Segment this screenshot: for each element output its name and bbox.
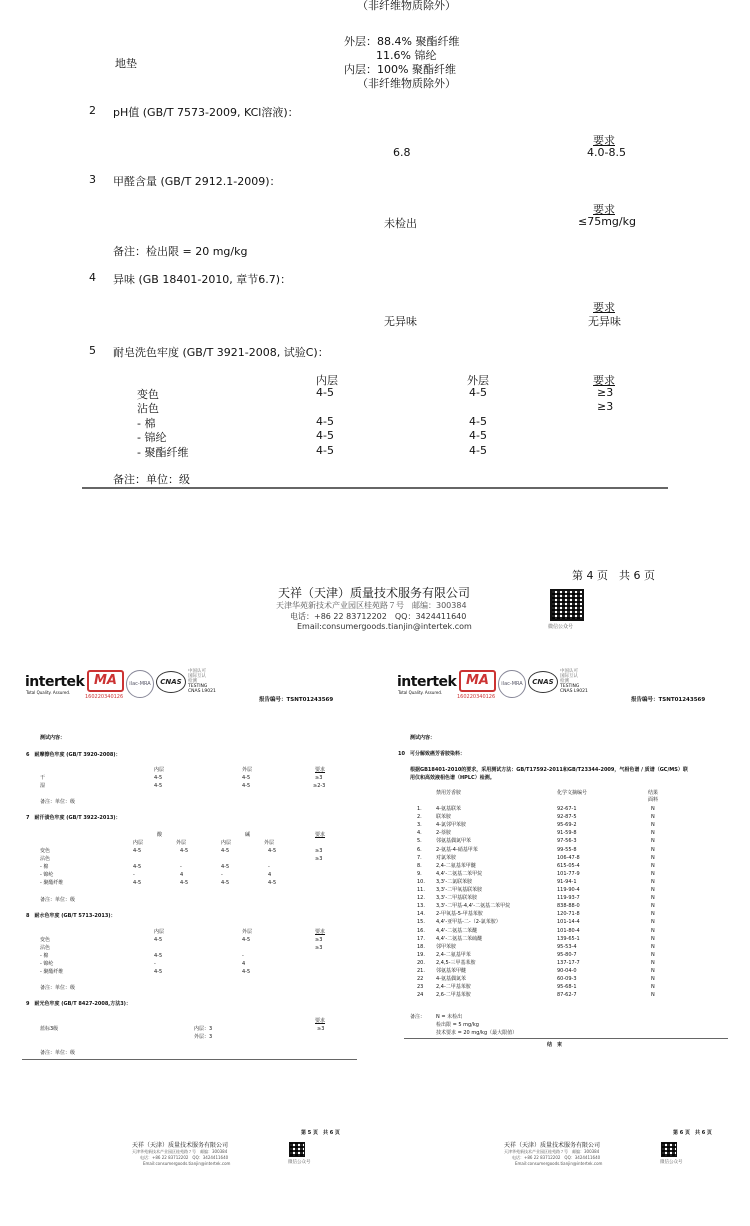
table-cell: 4-5 <box>242 783 251 789</box>
table-cell: 90-04-0 <box>557 968 577 974</box>
table-row-index: 3. <box>417 822 422 829</box>
table-row-label: - 锦纶 <box>40 872 54 878</box>
note-line-3: 技术要求 = 20 mg/kg（最大限值） <box>436 1030 518 1036</box>
s6-col-inner: 内层 <box>154 767 165 773</box>
section-3-note: 备注：检出限 = 20 mg/kg <box>113 245 248 258</box>
cnas-text-1: 中国认可 <box>188 669 206 674</box>
table-row-index: 17. <box>417 935 425 942</box>
table-cell: 4-5 <box>316 386 334 399</box>
company-tel: 电话：+86 22 83712202 QQ：3424411640 <box>290 612 467 621</box>
table-row-index: 16. <box>417 927 425 934</box>
section-2-req: 4.0-8.5 <box>587 146 626 159</box>
table-cell: 4-5 <box>133 880 142 886</box>
s7-acid: 酸 <box>157 832 163 838</box>
table-cell: 邻氨基苯甲醚 <box>436 968 467 974</box>
cnas-text-4: TESTING <box>188 684 208 689</box>
divider <box>22 1059 357 1060</box>
table-cell: 4-5 <box>154 953 163 959</box>
table-cell: 3,3'-二甲基-4,4'-二氨基二苯甲烷 <box>436 903 511 910</box>
table-cell: N <box>651 976 655 983</box>
table-cell: 4-氯邻甲苯胺 <box>436 822 466 829</box>
note-label: 备注： <box>410 1014 426 1020</box>
table-row-index: 13. <box>417 903 425 910</box>
table-row-index: 2. <box>417 814 422 821</box>
end-marker: 结 束 <box>547 1042 563 1048</box>
ilac-mra-logo: ilac-MRA <box>126 670 154 698</box>
col-cas: 化学文摘编号 <box>557 790 588 796</box>
table-cell: 4-5 <box>242 937 251 943</box>
table-row-label: 变色 <box>137 388 159 401</box>
section-2-req-head: 要求 <box>593 134 615 147</box>
section-3-value: 未检出 <box>384 217 417 230</box>
table-cell: N <box>651 903 655 910</box>
table-cell: ≥3 <box>597 400 614 413</box>
table-row-label: - 聚酯纤维 <box>40 969 64 975</box>
table-row-index: 8. <box>417 862 422 869</box>
table-cell: N <box>651 968 655 974</box>
section-3-req-head: 要求 <box>593 203 615 216</box>
table-cell: 120-71-8 <box>557 911 580 918</box>
table-cell: 2,4-二甲基苯胺 <box>436 984 471 991</box>
table-cell: 4-5 <box>316 429 334 442</box>
table-cell: N <box>651 919 655 926</box>
table-cell: 4-5 <box>154 775 163 781</box>
outer-layer-line: 外层：88.4% 聚酯纤维 <box>344 35 460 48</box>
table-cell: 4-5 <box>180 848 189 854</box>
table-cell: ≥2-3 <box>313 783 326 789</box>
table-row-index: 7. <box>417 854 422 861</box>
tagline: Total Quality. Assured. <box>26 690 71 695</box>
table-cell: 95-80-7 <box>557 951 577 958</box>
cnas-text-1: 中国认可 <box>560 669 578 674</box>
page-number: 第 5 页 共 6 页 <box>301 1130 340 1136</box>
table-row-label: - 棉 <box>137 417 156 430</box>
table-cell: 97-56-3 <box>557 838 577 845</box>
section-4-title: 异味 (GB 18401-2010, 章节6.7)： <box>113 273 292 286</box>
table-row-label: 沾色 <box>137 402 159 415</box>
qr-caption: 微信公众号 <box>288 1160 311 1165</box>
table-row-index: 22 <box>417 976 424 983</box>
ma-logo: MA <box>459 670 496 692</box>
table-cell: 60-09-3 <box>557 976 577 983</box>
table-row-label: 变色 <box>40 848 51 854</box>
company-tel: 电话：+86 22 83712202 QQ：3424411640 <box>512 1155 601 1160</box>
qr-code-icon <box>289 1142 305 1157</box>
table-cell: 3,3'-二甲基联苯胺 <box>436 895 478 902</box>
section-5-col-outer: 外层 <box>467 374 489 387</box>
table-cell: - <box>154 961 156 967</box>
table-cell: 139-65-1 <box>557 935 580 942</box>
table-cell: 4 <box>242 961 246 967</box>
section-8-title: 8 耐水色牢度 (GB/T 5713-2013)： <box>26 913 116 919</box>
s8-col-req: 要求 <box>315 929 326 935</box>
qr-code-icon <box>550 589 584 621</box>
table-cell: - <box>221 872 223 878</box>
section-5-col-req: 要求 <box>593 374 615 387</box>
table-cell: 838-88-0 <box>557 903 580 910</box>
table-row-label: 沾色 <box>40 945 51 951</box>
ma-logo: MA <box>87 670 124 692</box>
table-row-index: 20. <box>417 959 425 966</box>
table-row-index: 21. <box>417 968 425 974</box>
table-cell: 2,4-二氨基苯甲醚 <box>436 862 476 869</box>
company-email: Email:consumergoods.tianjin@intertek.com <box>515 1161 603 1166</box>
cnas-text-2: 国际互认 <box>188 674 206 679</box>
table-row-label: 干 <box>40 775 46 781</box>
company-email: Email:consumergoods.tianjin@intertek.com <box>297 622 472 631</box>
table-cell: 95-53-4 <box>557 943 577 950</box>
table-cell: N <box>651 838 655 845</box>
table-cell: 4-5 <box>133 864 142 870</box>
table-cell: 4,4'-二氨基二苯甲烷 <box>436 870 483 877</box>
table-cell: 95-68-1 <box>557 984 577 991</box>
col-result: 结果 <box>648 790 659 796</box>
test-content-heading: 测试内容： <box>40 735 66 741</box>
table-cell: - <box>242 953 244 959</box>
table-cell: 2-萘胺 <box>436 830 451 837</box>
table-cell: 87-62-7 <box>557 992 577 999</box>
company-address: 天津华苑新技术产业园区桂苑路７号 邮编：300384 <box>132 1149 228 1154</box>
company-name: 天祥（天津）质量技术服务有限公司 <box>278 586 471 600</box>
table-cell: N <box>651 862 655 869</box>
table-cell: 119-93-7 <box>557 895 580 902</box>
fiber-note-2: （非纤维物质除外） <box>357 77 456 90</box>
table-row-index: 1. <box>417 806 422 812</box>
qr-caption: 微信公众号 <box>660 1160 683 1165</box>
s7-alkali: 碱 <box>245 832 251 838</box>
table-cell: 联苯胺 <box>436 814 452 821</box>
ilac-mra-logo: ilac-MRA <box>498 670 526 698</box>
table-cell: 4,4'-二氨基二苯醚 <box>436 927 478 934</box>
cnas-text-5: CNAS L9021 <box>188 689 216 694</box>
table-cell: 4-氨基联苯 <box>436 806 461 812</box>
table-cell: N <box>651 959 655 966</box>
s9-note: 备注：单位：级 <box>40 1050 76 1056</box>
section-4-value: 无异味 <box>384 315 417 328</box>
table-row-label: - 锦纶 <box>40 961 54 967</box>
table-cell: N <box>651 806 655 812</box>
s9-req: ≥3 <box>317 1026 325 1032</box>
table-cell: N <box>651 943 655 950</box>
s7-note: 备注：单位：级 <box>40 897 76 903</box>
cnas-logo: CNAS <box>528 671 558 693</box>
section-5-number: 5 <box>89 344 96 357</box>
table-cell: 137-17-7 <box>557 959 580 966</box>
table-cell: N <box>651 887 655 893</box>
table-row-index: 15. <box>417 919 425 926</box>
table-cell: 邻甲苯胺 <box>436 943 457 950</box>
table-cell: 3,3'-二氯联苯胺 <box>436 878 473 885</box>
table-cell: 91-94-1 <box>557 878 577 885</box>
table-cell: ≥3 <box>315 937 323 943</box>
table-row-index: 5. <box>417 838 422 845</box>
table-cell: 4-5 <box>221 880 230 886</box>
table-row-label: 变色 <box>40 937 51 943</box>
table-cell: 4-5 <box>316 415 334 428</box>
mat-label: 地垫 <box>115 57 137 70</box>
section-5-col-inner: 内层 <box>316 374 338 387</box>
table-cell: 101-77-9 <box>557 870 580 877</box>
tagline: Total Quality. Assured. <box>398 690 443 695</box>
s9-req-head: 要求 <box>315 1018 326 1024</box>
s7-col: 外层 <box>176 840 187 846</box>
table-cell: 4,4'-亚甲基-二-（2-氯苯胺） <box>436 919 501 926</box>
table-cell: 4-5 <box>469 429 487 442</box>
table-row-label: 沾色 <box>40 856 51 862</box>
table-cell: 4-5 <box>469 444 487 457</box>
s8-col-inner: 内层 <box>154 929 165 935</box>
table-cell: - <box>268 864 270 870</box>
cnas-text-3: 检测 <box>188 679 197 684</box>
divider <box>82 487 668 489</box>
section-2-title: pH值 (GB/T 7573-2009, KCl溶液)： <box>113 106 299 119</box>
test-content-heading: 测试内容： <box>410 735 436 741</box>
table-row-label: 湿 <box>40 783 46 789</box>
table-cell: 99-55-8 <box>557 846 577 853</box>
table-cell: 91-59-8 <box>557 830 577 837</box>
method-line-2: 用仪和高效液相色谱（HPLC）检测。 <box>410 775 495 781</box>
table-cell: 邻氨基偶氮甲苯 <box>436 838 472 845</box>
table-row-index: 4. <box>417 830 422 837</box>
table-row-label: - 锦纶 <box>137 431 167 444</box>
table-cell: N <box>651 878 655 885</box>
s8-col-outer: 外层 <box>242 929 253 935</box>
table-cell: N <box>651 935 655 942</box>
section-7-title: 7 耐汗渍色牢度 (GB/T 3922-2013)： <box>26 815 121 821</box>
fiber-note-1: （非纤维物质除外） <box>357 0 456 12</box>
qr-caption: 微信公众号 <box>548 624 574 630</box>
section-4-req-head: 要求 <box>593 301 615 314</box>
table-row-index: 6. <box>417 846 422 853</box>
cnas-text-3: 检测 <box>560 679 569 684</box>
cnas-logo: CNAS <box>156 671 186 693</box>
table-cell: N <box>651 830 655 837</box>
section-4-number: 4 <box>89 271 96 284</box>
inner-layer-line: 内层：100% 聚酯纤维 <box>344 63 456 76</box>
table-cell: 4-氨基偶氮苯 <box>436 976 466 983</box>
table-cell: 4 <box>268 872 272 878</box>
report-number: 报告编号：TSNT01243569 <box>631 697 706 703</box>
table-cell: 2,4,5-三甲基苯胺 <box>436 959 476 966</box>
note-line-1: N = 未检出 <box>436 1014 463 1020</box>
table-cell: N <box>651 814 655 821</box>
table-row-label: - 棉 <box>40 864 49 870</box>
table-cell: 4-5 <box>133 848 142 854</box>
table-cell: 4-5 <box>469 415 487 428</box>
table-cell: 2,6-二甲基苯胺 <box>436 992 471 999</box>
company-name: 天祥（天津）质量技术服务有限公司 <box>132 1142 229 1149</box>
section-4-req: 无异味 <box>588 315 621 328</box>
outer-layer-line-2: 11.6% 锦纶 <box>376 49 437 62</box>
company-email: Email:consumergoods.tianjin@intertek.com <box>143 1161 231 1166</box>
table-cell: N <box>651 846 655 853</box>
ma-number: 160220340126 <box>457 694 496 700</box>
table-row-label: - 聚酯纤维 <box>137 446 189 459</box>
method-line-1: 根据GB18401-2010的要求，采用测试方法：GB/T17592-2011和GB/T23344-2009，气相色谱 / 质谱（GC/MS）联 <box>410 767 688 773</box>
page-number: 第 4 页 共 6 页 <box>572 569 655 582</box>
ma-number: 160220340126 <box>85 694 124 700</box>
table-cell: 4-5 <box>242 969 251 975</box>
cnas-text-5: CNAS L9021 <box>560 689 588 694</box>
table-cell: 4-5 <box>316 444 334 457</box>
qr-code-icon <box>661 1142 677 1157</box>
table-cell: N <box>651 984 655 991</box>
table-cell: N <box>651 870 655 877</box>
section-5-note: 备注：单位：级 <box>113 473 190 486</box>
table-row-label: - 棉 <box>40 953 49 959</box>
s6-col-outer: 外层 <box>242 767 253 773</box>
table-row-index: 24 <box>417 992 424 999</box>
table-cell: N <box>651 927 655 934</box>
table-cell: ≥3 <box>315 856 323 862</box>
table-cell: 4-5 <box>180 880 189 886</box>
company-address: 天津华苑新技术产业园区桂苑路７号 邮编：300384 <box>276 601 467 610</box>
table-row-index: 9. <box>417 870 422 877</box>
s7-col: 外层 <box>264 840 275 846</box>
section-5-title: 耐皂洗色牢度 (GB/T 3921-2008, 试验C)： <box>113 346 329 359</box>
table-cell: 95-69-2 <box>557 822 577 829</box>
table-cell: - <box>180 864 182 870</box>
section-10-title: 10 可分解致癌芳香胺染料： <box>398 751 465 757</box>
table-row-index: 18. <box>417 943 425 950</box>
intertek-logo: intertek <box>25 674 85 690</box>
s7-col: 内层 <box>221 840 232 846</box>
table-cell: 4-5 <box>268 880 277 886</box>
company-name: 天祥（天津）质量技术服务有限公司 <box>504 1142 601 1149</box>
cnas-text-2: 国际互认 <box>560 674 578 679</box>
s6-col-req: 要求 <box>315 767 326 773</box>
table-cell: 119-90-4 <box>557 887 580 893</box>
table-row-index: 23 <box>417 984 424 991</box>
section-2-number: 2 <box>89 104 96 117</box>
divider <box>404 1038 728 1039</box>
table-row-index: 10. <box>417 878 425 885</box>
s9-inner: 内层：3 <box>194 1026 213 1032</box>
table-cell: 4-5 <box>154 937 163 943</box>
table-cell: 2-氨基-4-硝基甲苯 <box>436 846 478 853</box>
table-cell: N <box>651 895 655 902</box>
table-cell: 2-甲氧基-5-甲基苯胺 <box>436 911 483 918</box>
company-address: 天津华苑新技术产业园区桂苑路７号 邮编：300384 <box>504 1149 600 1154</box>
table-cell: 4-5 <box>469 386 487 399</box>
table-cell: N <box>651 854 655 861</box>
table-cell: ≥3 <box>315 945 323 951</box>
table-cell: ≥3 <box>597 386 614 399</box>
note-line-2: 检出限 = 5 mg/kg <box>436 1022 479 1028</box>
table-cell: 对氯苯胺 <box>436 854 457 861</box>
table-row-index: 12. <box>417 895 425 902</box>
table-cell: 106-47-8 <box>557 854 580 861</box>
table-cell: 615-05-4 <box>557 862 580 869</box>
intertek-logo: intertek <box>397 674 457 690</box>
s9-label: 蓝标3级 <box>40 1026 59 1032</box>
section-6-title: 6 耐摩擦色牢度 (GB/T 3920-2008)： <box>26 752 121 758</box>
s8-note: 备注：单位：级 <box>40 985 76 991</box>
cnas-text-4: TESTING <box>560 684 580 689</box>
table-cell: 101-14-4 <box>557 919 580 926</box>
table-cell: 4-5 <box>154 969 163 975</box>
table-cell: 92-87-5 <box>557 814 577 821</box>
col-fabric: 面料 <box>648 797 659 803</box>
table-cell: N <box>651 911 655 918</box>
table-cell: 92-67-1 <box>557 806 577 812</box>
s7-req: 要求 <box>315 832 326 838</box>
report-number: 报告编号：TSNT01243569 <box>259 697 334 703</box>
table-cell: 4,4'-二氨基二苯硫醚 <box>436 935 483 942</box>
table-cell: 4-5 <box>242 775 251 781</box>
table-row-label: - 聚酯纤维 <box>40 880 64 886</box>
table-cell: N <box>651 951 655 958</box>
table-cell: 4-5 <box>221 848 230 854</box>
table-cell: N <box>651 822 655 829</box>
table-cell: ≥3 <box>315 848 323 854</box>
section-9-title: 9 耐光色牢度 (GB/T 8427-2008,方法3)： <box>26 1001 131 1007</box>
table-cell: 2,4-二氨基甲苯 <box>436 951 471 958</box>
table-cell: 4-5 <box>268 848 277 854</box>
table-cell: N <box>651 992 655 999</box>
table-row-index: 14. <box>417 911 425 918</box>
col-amine: 禁用芳香胺 <box>436 790 462 796</box>
table-cell: 4-5 <box>221 864 230 870</box>
section-3-number: 3 <box>89 173 96 186</box>
company-tel: 电话：+86 22 83712202 QQ：3424411640 <box>140 1155 229 1160</box>
section-2-value: 6.8 <box>393 146 411 159</box>
table-cell: ≥3 <box>315 775 323 781</box>
s9-outer: 外层：3 <box>194 1034 213 1040</box>
section-3-title: 甲醛含量 (GB/T 2912.1-2009)： <box>113 175 281 188</box>
table-row-index: 19. <box>417 951 425 958</box>
page-number: 第 6 页 共 6 页 <box>673 1130 712 1136</box>
table-row-index: 11. <box>417 887 425 893</box>
s7-col: 内层 <box>133 840 144 846</box>
table-cell: 101-80-4 <box>557 927 580 934</box>
section-3-req: ≤75mg/kg <box>578 215 636 228</box>
table-cell: - <box>133 872 135 878</box>
s6-note: 备注：单位：级 <box>40 799 76 805</box>
table-cell: 4 <box>180 872 184 878</box>
table-cell: 3,3'-二甲氧基联苯胺 <box>436 887 483 893</box>
table-cell: 4-5 <box>154 783 163 789</box>
